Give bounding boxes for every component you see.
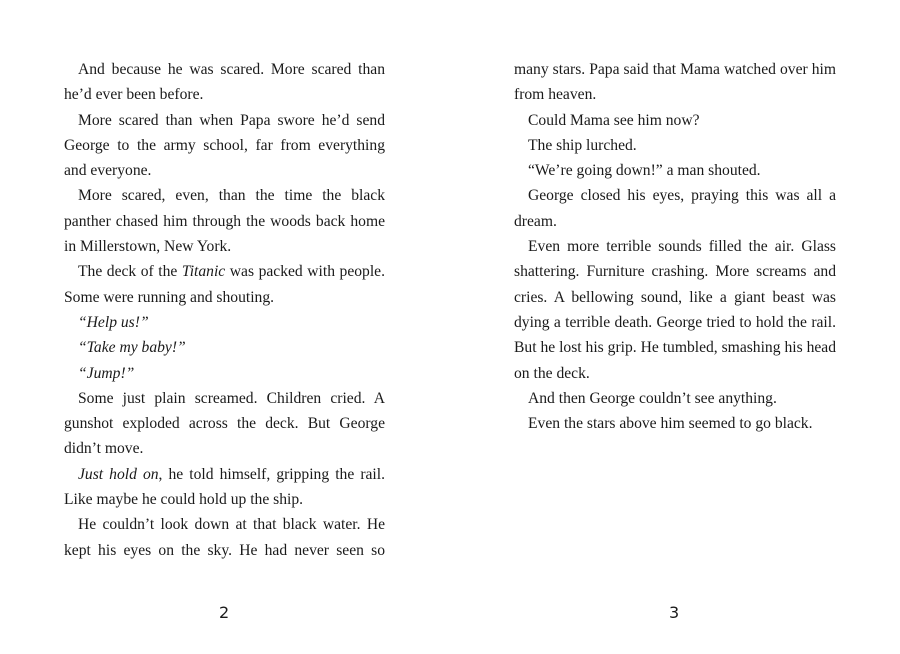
right-page bbox=[514, 57, 836, 436]
paragraph: Some just plain screamed. Children cried. A gunshot exploded across the deck. But George didn’t move. bbox=[64, 389, 385, 458]
paragraph bbox=[64, 462, 385, 513]
paragraph: “We’re going down!” a man shouted. bbox=[528, 162, 761, 180]
italic-quote: “Jump!” bbox=[78, 364, 135, 382]
paragraph: Could Mama see him now? bbox=[528, 111, 700, 129]
italic-thought: Just hold on bbox=[78, 465, 159, 483]
paragraph-italic bbox=[64, 361, 385, 386]
paragraph-continued: many stars. Papa said that Mama watched over him from heaven. bbox=[514, 61, 836, 104]
ship-name: Titanic bbox=[181, 263, 226, 281]
italic-quote: “Help us!” bbox=[78, 313, 149, 331]
paragraph bbox=[64, 259, 385, 310]
paragraph: The ship lurched. bbox=[528, 136, 637, 154]
page-number-right: 3 bbox=[669, 603, 680, 622]
text-run: was packed with people. Some were running and shouting. bbox=[64, 263, 385, 306]
paragraph: And because he was scared. More scared than he’d ever been before. bbox=[64, 61, 385, 104]
left-page bbox=[64, 57, 385, 563]
paragraph-italic bbox=[64, 310, 385, 335]
page-number-left: 2 bbox=[219, 603, 230, 622]
italic-quote: “Take my baby!” bbox=[78, 339, 186, 357]
text-run: , he told himself, gripping the rail. Like maybe he could hold up the ship. bbox=[64, 465, 385, 509]
paragraph: He couldn’t look down at that black water. He kept his eyes on the sky. He had never seen so bbox=[64, 516, 385, 559]
paragraph: Even the stars above him seemed to go black. bbox=[528, 415, 813, 433]
paragraph-italic bbox=[64, 335, 385, 360]
paragraph: Even more terrible sounds filled the air. Glass shattering. Furniture crashing. More screams and cries. A bellowing sound, like a giant beast was dying a terrible death. George tried to hold the rail. But he lost his grip. He tumbled, smashing his head on the deck. bbox=[514, 238, 836, 382]
paragraph: George closed his eyes, praying this was all a dream. bbox=[514, 187, 836, 230]
paragraph: More scared than when Papa swore he’d send George to the army school, far from everything and everyone. bbox=[64, 111, 385, 180]
paragraph: More scared, even, than the time the black panther chased him through the woods back home in Millerstown, New York. bbox=[64, 187, 385, 256]
paragraph: And then George couldn’t see anything. bbox=[528, 389, 777, 407]
text-run: The deck of the bbox=[78, 263, 182, 281]
